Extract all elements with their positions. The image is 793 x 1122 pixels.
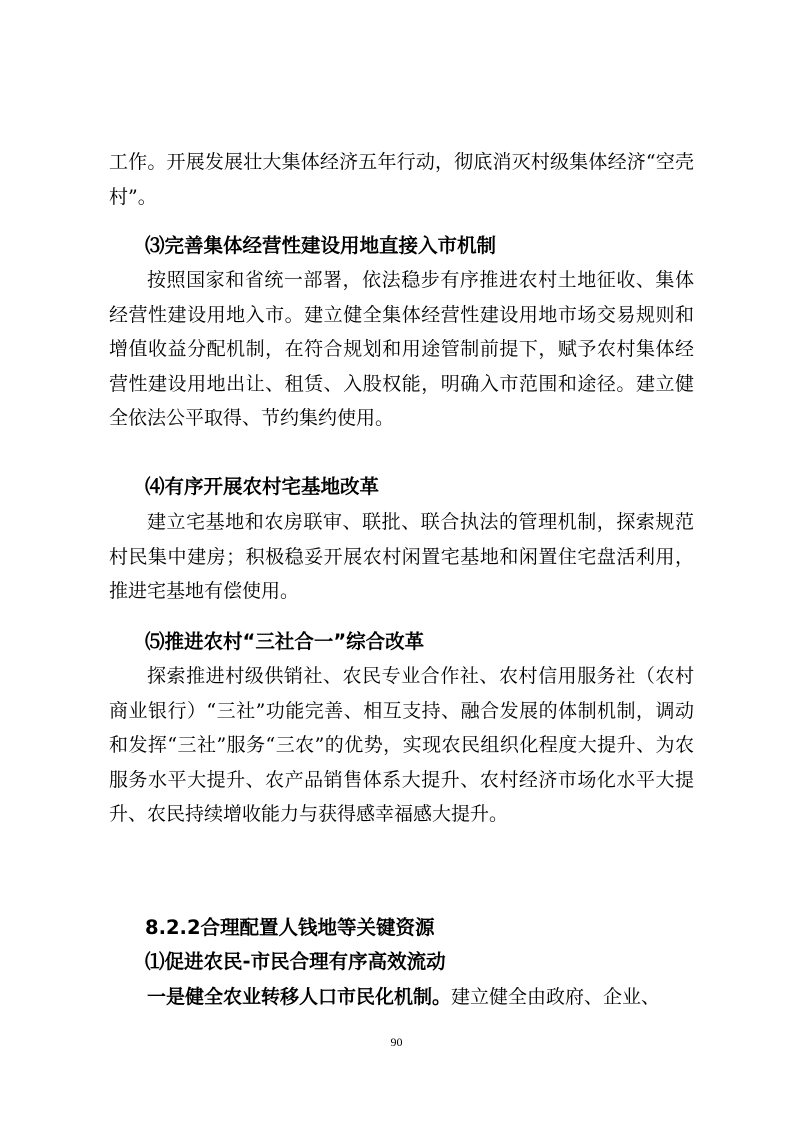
heading-5-three-cooperatives: ⑸推进农村“三社合一”综合改革 [145,630,425,653]
paragraph-continuation: 工作。开展发展壮大集体经济五年行动，彻底消灭村级集体经济“空壳村”。 [109,151,694,208]
heading-3-collective-land: ⑶完善集体经营性建设用地直接入市机制 [145,234,497,257]
paragraph-lead-bold: 一是健全农业转移人口市民化机制。 [147,986,452,1008]
heading-1-farmer-citizen: ⑴促进农民-市民合理有序高效流动 [145,950,446,973]
paragraph-rest: 建立健全由政府、企业、 [451,986,661,1008]
heading-4-homestead: ⑷有序开展农村宅基地改革 [145,475,380,498]
heading-8-2-2: 8.2.2合理配置人钱地等关键资源 [145,916,435,939]
paragraph-homestead: 建立宅基地和农房联审、联批、联合执法的管理机制，探索规范村民集中建房；积极稳妥开展农村闲置宅基地和闲置住宅盘活利用，推进宅基地有偿使用。 [109,511,694,602]
page-number: 90 [390,1035,403,1049]
paragraph-three-cooperatives: 探索推进村级供销社、农民专业合作社、农村信用服务社（农村商业银行）“三社”功能完善、相互支持、融合发展的体制机制，调动和发挥“三社”服务“三农”的优势，实现农民组织化程度大提升、为农服务水平大提升、农产品销售体系大提升、农村经济市场化水平大提升、农民持续增收能力与获得感幸福感大提升。 [109,665,694,825]
paragraph-collective-land: 按照国家和省统一部署，依法稳步有序推进农村土地征收、集体经营性建设用地入市。建立健全集体经营性建设用地市场交易规则和增值收益分配机制，在符合规划和用途管制前提下，赋予农村集体经营性建设用地出让、租赁、入股权能，明确入市范围和途径。建立健全依法公平取得、节约集约使用。 [109,269,694,429]
paragraph-migration [109,980,694,1015]
